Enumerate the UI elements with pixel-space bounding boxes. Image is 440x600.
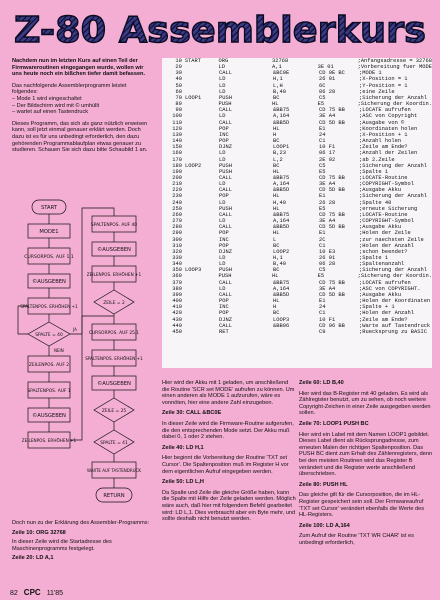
listing-comment: ;Sicherung der Koordin. xyxy=(357,101,432,108)
listing-mnemonic: CALL xyxy=(219,107,232,114)
listing-line-number: 450 xyxy=(172,328,182,335)
listing-line-number: 130 xyxy=(172,131,182,138)
listing-line-number: 170 xyxy=(172,156,182,163)
listing-mnemonic: CALL xyxy=(219,291,232,298)
listing-operand: LOOP3 xyxy=(273,316,290,323)
listing-operand: B,40 xyxy=(273,88,286,95)
listing-comment: ;COPYRIGHT-Symbol xyxy=(359,181,414,188)
listing-comment: ;COPYRIGHT-Symbol xyxy=(359,218,414,225)
listing-hex: 06 28 xyxy=(319,88,336,95)
listing-operand: A,164 xyxy=(273,113,290,120)
listing-mnemonic: CALL xyxy=(219,187,232,194)
listing-line-number: 330 xyxy=(172,255,182,261)
listing-mnemonic: INC xyxy=(219,131,229,138)
intro-p2: Das nachfolgende Assemblerprogramm leistet folgendes: xyxy=(12,82,127,96)
listing-mnemonic: LD xyxy=(218,64,225,71)
listing-mnemonic: POP xyxy=(219,138,229,145)
listing-hex: 6C xyxy=(319,82,326,89)
listing-mnemonic: CALL xyxy=(219,322,232,329)
listing-hex: CD 5D BB xyxy=(319,187,345,194)
listing-operand: &BB75 xyxy=(273,279,290,286)
listing-mnemonic: POP xyxy=(219,230,229,237)
listing-comment: ;X-Position = 1 xyxy=(359,76,408,83)
flow-ausgeben2-label: ©AUSGEBEN xyxy=(32,413,66,419)
listing-comment: ;ASC von COPYRIGHT. xyxy=(359,285,421,292)
listing-hex: C1 xyxy=(319,138,326,145)
listing-mnemonic: LD xyxy=(219,76,226,83)
bottom-left-p1: Doch nun zu der Erklärung des Assembler-Programms: xyxy=(12,520,150,526)
listing-mnemonic: RET xyxy=(219,328,229,335)
listing-comment: ;Ausgabe Akku xyxy=(359,224,402,231)
listing-hex: E1 xyxy=(319,125,326,132)
listing-mnemonic: POP xyxy=(219,125,229,132)
listing-operand: HL xyxy=(272,101,279,108)
listing-hex: C1 xyxy=(319,242,326,249)
flow-cursor-label: CURSORPOS. AUF 1,1 xyxy=(24,255,74,260)
listing-comment: ;Spaltenanzahl xyxy=(359,261,405,268)
listing-mnemonic: CALL xyxy=(219,119,232,126)
listing-line-number: 260 xyxy=(172,211,182,218)
bottom-left-text xyxy=(12,520,152,565)
listing-hex: 26 01 xyxy=(319,76,336,83)
listing-comment: ;Y-Position = 1 xyxy=(359,82,408,89)
flowchart xyxy=(10,198,156,518)
listing-comment: ;LOCATE-Routine xyxy=(359,211,408,218)
listing-mnemonic: PUSH xyxy=(219,168,232,175)
listing-mnemonic: LD xyxy=(219,285,226,292)
flow-ausgeben1-label: ©AUSGEBEN xyxy=(32,279,66,285)
listing-hex: 10 E3 xyxy=(319,248,336,255)
listing-operand: HL xyxy=(273,230,280,237)
page-footer xyxy=(10,588,63,597)
listing-hex: CD 0E BC xyxy=(319,70,345,77)
listing-operand: B,40 xyxy=(273,261,286,268)
right-column-text xyxy=(299,380,433,550)
flow-cursor25-label: CURSORPOS. AUF 25,1 xyxy=(88,331,140,336)
listing-line-number: 360 xyxy=(172,273,182,280)
listing-operand: BC xyxy=(273,162,280,169)
col-mid-h2: Zeile 40: LD H,1 xyxy=(162,444,204,451)
listing-line-number: 220 xyxy=(172,187,182,194)
listing-comment: ;Spalte 1 xyxy=(359,255,389,261)
bottom-left-p2: In dieser Zeile wird die Startadresse des Maschinenprogramms festgelegt. xyxy=(12,539,112,552)
listing-comment: ;Warte auf Tastendruck xyxy=(359,322,431,329)
listing-line-number: 60 xyxy=(175,88,182,95)
col-mid-p1: Hier wird der Akku mit 1 geladen, um anschließend die Routine 'SCR set MODE' aufrufen zu können. Um einen anderen als MODE 1 aufzurufen, wäre es vonnöten, hier eine andere Zahl einzugeben. xyxy=(162,380,295,406)
flow-spaltenpos40-label: SPALTENPOS. AUF 40 xyxy=(90,223,138,228)
listing-operand: HL xyxy=(272,273,279,280)
listing-hex: CD 75 BB xyxy=(319,174,345,181)
flow-warte-label: WARTE AUF TASTENDRUCK xyxy=(86,468,142,473)
listing-mnemonic: LD xyxy=(219,255,226,261)
listing-operand: B,23 xyxy=(273,150,286,157)
listing-hex: 10 F1 xyxy=(319,316,336,323)
listing-operand: H,40 xyxy=(273,199,286,206)
listing-mnemonic: LD xyxy=(219,150,226,157)
flow-start-label: START xyxy=(40,205,58,211)
listing-comment: ;Spalte 40 xyxy=(359,199,392,206)
listing-mnemonic: DJNZ xyxy=(219,316,232,323)
page-number: 82 xyxy=(10,590,18,597)
listing-hex: C5 xyxy=(319,267,326,274)
flow-ausgeben3-label: ©AUSGEBEN xyxy=(97,247,131,253)
listing-comment: ;Ausgabe Akku xyxy=(359,291,402,298)
listing-line-number: 100 xyxy=(172,113,182,120)
listing-hex: 3E A4 xyxy=(319,113,336,120)
intro-item-2: – Der Bildschirm wird mit © umhüllt xyxy=(12,102,100,109)
listing-mnemonic: INC xyxy=(219,304,229,311)
bottom-left-h2: Zeile 20: LD A,1 xyxy=(12,555,54,562)
issue-date: 11'85 xyxy=(46,590,64,597)
listing-comment: ;LOCATE-Routine xyxy=(359,174,408,181)
listing-mnemonic: POP xyxy=(219,298,229,305)
listing-operand: HL xyxy=(273,205,280,212)
listing-label: LOOP3 xyxy=(185,267,202,274)
listing-mnemonic: DJNZ xyxy=(219,144,232,151)
flow-zeile25-label: ZEILE = 25 xyxy=(101,409,127,414)
flow-zeilenpos-label: ZEILENPOS. ERHÖHEN +1 xyxy=(21,438,77,443)
listing-operand: LOOP2 xyxy=(273,248,290,255)
listing-mnemonic: POP xyxy=(219,193,229,200)
listing-operand: BC xyxy=(273,267,280,274)
listing-hex: C5 xyxy=(319,162,326,169)
listing-operand: A,1 xyxy=(272,64,282,71)
listing-comment: ;Holen der Zeile xyxy=(359,230,411,237)
listing-hex: 10 F1 xyxy=(319,144,336,151)
listing-comment: ;Holen der Koordinaten xyxy=(359,298,431,305)
listing-line-number: 420 xyxy=(172,310,182,317)
listing-operand: HL xyxy=(273,125,280,132)
listing-mnemonic: LD xyxy=(219,218,226,225)
listing-line-number: 190 xyxy=(172,168,182,175)
listing-comment: ;LOCATE aufrufen xyxy=(359,279,411,286)
listing-mnemonic: CALL xyxy=(219,174,232,181)
listing-line-number: 90 xyxy=(175,107,182,114)
listing-operand: A,164 xyxy=(273,285,290,292)
listing-hex: 2E 02 xyxy=(319,156,336,163)
listing-comment: ;LOCATE aufrufen xyxy=(359,107,411,114)
title-text: Z-80 Assemblerkurs xyxy=(14,10,427,50)
listing-line-number: 320 xyxy=(172,248,182,255)
flow-spaltenpos-erh-label: SPALTENPOS. ERHÖHEN +1 xyxy=(85,356,143,361)
listing-hex: C9 xyxy=(319,328,326,335)
listing-mnemonic: PUSH xyxy=(219,267,232,274)
listing-line-number: 390 xyxy=(172,291,182,298)
magazine-logo: CPC xyxy=(23,588,41,597)
listing-line-number: 80 xyxy=(175,101,182,108)
listing-comment: ;Anfangsadresse = 32768 xyxy=(357,58,432,64)
listing-operand: 32768 xyxy=(272,58,289,64)
listing-operand: L xyxy=(273,236,277,243)
listing-hex: 24 xyxy=(319,131,326,138)
listing-hex: CD 75 BB xyxy=(319,211,345,218)
listing-mnemonic: LD xyxy=(219,88,226,95)
listing-operand: BC xyxy=(273,310,280,317)
listing-line-number: 400 xyxy=(172,298,182,305)
middle-column-text xyxy=(162,380,296,527)
listing-line-number: 120 xyxy=(172,125,182,132)
listing-operand: A,164 xyxy=(273,218,290,225)
listing-comment: ;Vorbereitung fuer MODE xyxy=(357,64,432,71)
flow-ausgeben4-label: ©AUSGEBEN xyxy=(97,381,131,387)
listing-hex: E1 xyxy=(319,298,326,305)
col-right-h1: Zeile 60: LD B,40 xyxy=(299,380,344,386)
listing-comment: ;Sicherung der Anzahl xyxy=(359,162,427,169)
listing-line-number: 370 xyxy=(172,279,182,286)
listing-line-number: 10 xyxy=(175,58,182,64)
listing-operand: H,1 xyxy=(273,255,283,261)
listing-hex: E5 xyxy=(319,205,326,212)
listing-operand: H xyxy=(273,131,277,138)
col-mid-h1: Zeile 30: CALL &BC0E xyxy=(162,410,222,417)
listing-line-number: 20 xyxy=(175,64,182,71)
flow-nein-label: NEIN xyxy=(54,348,64,353)
bottom-left-h1: Zeile 10: ORG 32768 xyxy=(12,529,66,536)
col-right-p4: Zum Aufruf der Routine 'TXT WR CHAR' ist es unbedingt erforderlich, xyxy=(299,533,414,546)
listing-operand: &BC0E xyxy=(273,70,290,77)
listing-mnemonic: PUSH xyxy=(219,205,232,212)
title-graphic xyxy=(10,4,430,50)
listing-line-number: 440 xyxy=(172,322,182,329)
col-right-h4: Zeile 100: LD A,164 xyxy=(299,522,350,529)
listing-hex: 3E A4 xyxy=(319,218,336,225)
listing-mnemonic: LD xyxy=(219,82,226,89)
listing-line-number: 150 xyxy=(172,144,182,151)
listing-line-number: 210 xyxy=(172,181,182,188)
listing-hex: 3E 01 xyxy=(317,64,334,71)
flow-spalte41-label: SPALTE = 41 xyxy=(100,441,128,446)
listing-mnemonic: INC xyxy=(219,236,229,243)
listing-comment: ;Koordinaten holen xyxy=(359,125,418,132)
listing-mnemonic: PUSH xyxy=(218,273,232,280)
listing-line-number: 70 xyxy=(175,94,182,101)
listing-line-number: 430 xyxy=(172,316,182,323)
listing-comment: ;X-Position + 1 xyxy=(359,131,408,138)
listing-operand: HL xyxy=(273,193,280,200)
listing-comment: ;erneute Sicherung xyxy=(359,205,418,212)
listing-hex: E1 xyxy=(319,193,326,200)
flow-return-label: RETURN xyxy=(103,493,125,499)
listing-mnemonic: PUSH xyxy=(219,162,232,169)
listing-line-number: 280 xyxy=(172,224,182,231)
listing-operand: HL xyxy=(273,168,280,175)
listing-line-number: 300 xyxy=(172,236,182,243)
listing-operand: H,1 xyxy=(273,76,283,83)
listing-hex: CD 5D BB xyxy=(319,119,345,126)
listing-line-number: 240 xyxy=(172,199,182,206)
listing-hex: CD 5D BB xyxy=(319,224,345,231)
listing-line-number: 230 xyxy=(172,193,182,200)
intro-lead: Nachdem nun im letzten Kurs auf einen Teil der Firmwareroutinen eingegangen wurde, wollen wir uns heute noch ein bißchen tiefer damit befassen. xyxy=(12,58,146,78)
listing-comment: ;MODE 1 xyxy=(359,70,382,77)
intro-item-3: – wartet auf einen Tastendruck xyxy=(12,109,89,116)
listing-row xyxy=(162,329,432,335)
listing-operand: &BB5D xyxy=(273,291,290,298)
listing-hex: C1 xyxy=(319,310,326,317)
listing-line-number: 380 xyxy=(172,285,182,292)
flow-spalte40-label: SPALTE = 40 xyxy=(35,333,63,338)
listing-hex: 26 28 xyxy=(319,199,336,206)
listing-comment: ;Sicherung der Anzahl xyxy=(359,94,427,101)
listing-mnemonic: LD xyxy=(219,261,226,268)
listing-operand: BC xyxy=(273,242,280,249)
intro-paragraph-2 xyxy=(12,83,152,116)
listing-operand: &BB5D xyxy=(273,187,290,194)
listing-mnemonic: POP xyxy=(219,242,229,249)
listing-line-number: 30 xyxy=(175,70,182,77)
listing-mnemonic: CALL xyxy=(219,70,232,77)
listing-hex: 2C xyxy=(319,236,326,243)
flow-spaltenpos-label: SPALTENPOS. ERHÖHEN +1 xyxy=(20,304,78,309)
listing-mnemonic: LD xyxy=(219,181,226,188)
listing-line-number: 40 xyxy=(175,76,182,83)
listing-operand: &BB5D xyxy=(273,119,290,126)
flowchart-svg xyxy=(10,198,156,518)
listing-comment: ;Anzahl der Zeilen xyxy=(359,150,418,157)
listing-line-number: 140 xyxy=(172,138,182,145)
listing-comment: ;zur naechsten Zeile xyxy=(359,236,424,243)
listing-comment: ;Holen der Anzahl xyxy=(359,242,414,249)
listing-label: LOOP1 xyxy=(185,94,202,101)
listing-comment: ;Ausgabe Akku xyxy=(359,187,402,194)
listing-mnemonic: LD xyxy=(219,156,226,163)
listing-hex: 06 28 xyxy=(319,261,336,268)
listing-line-number: 160 xyxy=(172,150,182,157)
listing-hex: 24 xyxy=(319,304,326,311)
listing-comment: ;Ruecksprung zu BASIC xyxy=(359,328,427,335)
col-right-p2: Hier wird ein Label mit dem Namen LOOP1 gebildet. Dieses Label dient als Rücksprungadresse, zum erneuten Malen der richtigen Spaltenposition. Das PUSH BC dient zum Erhalt des Zählenregisters, denn bei den meisten Routinen wird das Register B verändert und die Register werte anschließend überschrieben. xyxy=(299,431,433,478)
listing-hex-and-comment xyxy=(319,329,432,335)
listing-hex: CD 5D BB xyxy=(319,291,345,298)
listing-operand: &BB75 xyxy=(273,211,290,218)
listing-line-number: 310 xyxy=(172,242,182,249)
listing-operand: BC xyxy=(273,138,280,145)
listing-operand: H xyxy=(273,304,277,311)
listing-label: LOOP2 xyxy=(185,162,202,169)
col-mid-p2: In dieser Zeile wird die Firmware-Routine aufgerufen, die den entsprechenden Mode setzt. Der Akku muß dabei 0, 1 oder 2 stehen. xyxy=(162,420,294,441)
col-mid-p4: Da Spalte und Zeile die gleiche Größe haben, kann die Spalte mit Hilfe der Zeile geladen werden. Möglich wäre auch, daß hier mit folgendem Befehl gearbeitet wird: LD L,1. Dies verbraucht aber ein Byte mehr, und sollte deshalb nicht benutzt werden. xyxy=(162,489,296,523)
listing-mnemonic: LD xyxy=(219,113,226,120)
intro-paragraph-3: Dieses Programm, das sich als ganz nützlich erweisen kann, soll jetzt einmal genauer erklärt werden. Doch dazu ist es für uns unbedingt erforderlich, den dazu gehörenden Programmablaufplan etwas genauer zu studieren. Schauen Sie sich dazu bitte Schaubild 1 an. xyxy=(12,120,148,154)
listing-hex: CD 75 BB xyxy=(319,107,345,114)
flow-zeilenpos2-label: ZEILENPOS. AUF 2 xyxy=(28,363,70,368)
col-mid-p3: Hier beginnt die Vorbereitung der Routine 'TXT set Cursor'. Die Spaltenposition muß im Register H vor dem eigentlichen Aufruf eingegeben werden. xyxy=(162,455,289,475)
listing-comment: ;Ausgabe von © xyxy=(359,119,405,126)
listing-mnemonic: CALL xyxy=(219,279,232,286)
listing-hex: 3E A4 xyxy=(319,181,336,188)
listing-label: START xyxy=(184,58,201,64)
listing-comment: ;eine Zeile xyxy=(359,88,395,95)
listing-operand: LOOP1 xyxy=(273,144,290,151)
flow-zeilenpos-erh-label: ZEILENPOS. ERHÖHEN +1 xyxy=(86,272,142,277)
listing-line-number: 340 xyxy=(172,261,182,268)
flow-zeile2-label: ZEILE = 2 xyxy=(103,301,125,306)
listing-hex: 26 01 xyxy=(319,255,336,261)
listing-mnemonic: DJNZ xyxy=(219,248,232,255)
listing-operand: &BB5D xyxy=(273,224,290,231)
listing-hex: E5 xyxy=(317,273,325,280)
listing-hex: 06 17 xyxy=(319,150,336,157)
listing-operand: A,164 xyxy=(273,181,290,188)
listing-mnemonic: LD xyxy=(219,199,226,206)
listing-comment: ;Zeile am Ende? xyxy=(359,316,408,323)
listing-mnemonic: POP xyxy=(219,310,229,317)
listing-comment: ;schon beendet? xyxy=(359,248,408,255)
listing-line-number: 50 xyxy=(175,82,182,89)
listing-hex: E5 xyxy=(319,168,326,175)
listing-comment: ;Spalte + 1 xyxy=(359,304,395,311)
listing-comment: ;Anzahl holen xyxy=(359,138,402,145)
col-right-h3: Zeile 80: PUSH HL xyxy=(299,481,348,488)
col-mid-h3: Zeile 50: LD L,H xyxy=(162,479,204,486)
listing-mnemonic: CALL xyxy=(219,224,232,231)
intro-text xyxy=(12,58,152,159)
listing-line-number: 180 xyxy=(172,162,182,169)
intro-item-1: – Mode 1 wird eingeschaltet xyxy=(12,95,82,102)
col-right-p3: Das gleiche gilt für die Cursorposition, die im HL-Register gespeichert sein soll. Der Firmwareaufruf 'TXT set Cursor' verändert ebenfalls die Werte des HL-Registers. xyxy=(299,492,425,519)
flow-ja-label: JA xyxy=(73,327,77,332)
article-title xyxy=(10,4,430,50)
listing-comment: ;Holen der Anzahl xyxy=(359,310,414,317)
listing-hex: CD 75 BB xyxy=(319,279,345,286)
listing-line-number: 200 xyxy=(172,174,182,181)
listing-operand: &BB75 xyxy=(273,174,290,181)
listing-hex: 3E A4 xyxy=(319,285,336,292)
listing-comment: ;ASC von Copyright xyxy=(359,113,418,120)
flow-mode1-label: MODE1 xyxy=(39,229,59,235)
listing-operand: BC xyxy=(273,94,280,101)
listing-hex: E1 xyxy=(319,230,326,237)
listing-operand: &BB06 xyxy=(273,322,290,329)
col-right-h2: Zeile 70: LOOP1 PUSH BC xyxy=(299,420,369,427)
listing-mnemonic: PUSH xyxy=(219,94,232,101)
listing-line-number: 110 xyxy=(172,119,182,126)
listing-operand: &BB75 xyxy=(273,107,290,114)
listing-line-number: 290 xyxy=(172,230,182,237)
listing-line-number: 270 xyxy=(172,218,182,225)
listing-comment: ;Spalte 1 xyxy=(359,168,389,175)
assembler-listing xyxy=(162,58,432,368)
listing-operand: HL xyxy=(273,298,280,305)
listing-comment: ;Zeile am Ende? xyxy=(359,144,408,151)
listing-mnemonic: PUSH xyxy=(218,101,232,108)
listing-hex: C5 xyxy=(319,94,326,101)
listing-operand: L,H xyxy=(273,82,283,89)
listing-line-number: 410 xyxy=(172,304,182,311)
listing-comment: ;Sicherung der Anzahl xyxy=(359,193,427,200)
listing-mnemonic: CALL xyxy=(219,211,232,218)
listing-mnemonic: ORG xyxy=(218,58,229,64)
listing-comment: ;Sicherung der Anzahl xyxy=(359,267,427,274)
listing-hex: CD 06 BB xyxy=(319,322,345,329)
col-right-p1: Hier wird das B-Register mit 40 geladen. Es wird als Zählregister benutzt, um zu sehen, ob noch weitere Copyright-Zeichen in einer Zeile ausgegeben werden sollen. xyxy=(299,390,431,417)
listing-line-number: 350 xyxy=(172,267,182,274)
listing-label xyxy=(185,329,219,335)
listing-hex: E5 xyxy=(317,101,325,108)
flow-spaltenpos1-label: SPALTENPOS. AUF 1 xyxy=(27,389,71,394)
listing-comment: ;ab 2.Zeile xyxy=(359,156,395,163)
listing-line-number: 250 xyxy=(172,205,182,212)
listing-comment: ;Sicherung der Koordin. xyxy=(357,273,432,280)
listing-operand: L,2 xyxy=(273,156,283,163)
listing-operand xyxy=(273,329,319,335)
